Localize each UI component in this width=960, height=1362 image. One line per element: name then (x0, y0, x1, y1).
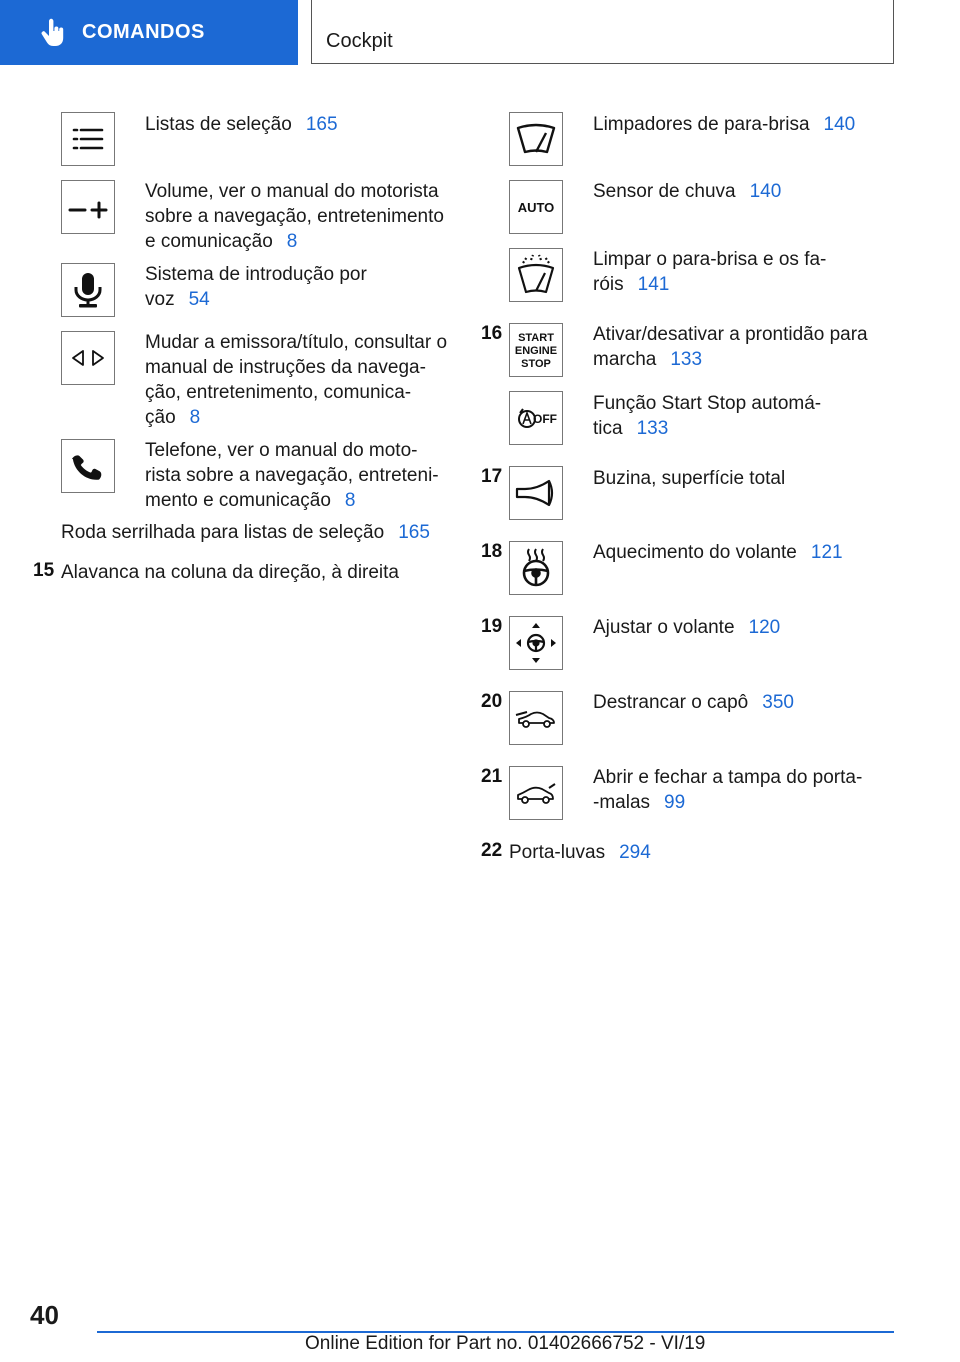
list-item: Ajustar o volante 120 (593, 617, 781, 638)
list-item: Volume, ver o manual do motorista sobre a navegação, entretenimento e comunicação 8 (145, 181, 444, 252)
list-item: Função Start Stop automá- tica 133 (593, 393, 822, 439)
page-link[interactable]: 165 (305, 114, 338, 135)
item-15-text: Alavanca na coluna da direção, à direita (61, 562, 400, 583)
list-icon (61, 112, 115, 166)
list-item: Mudar a emissora/título, consultar o manual de instruções da navega- ção, entretenimento, comunica- ção 8 (145, 332, 448, 428)
item-number: 19 (481, 616, 503, 637)
page-link[interactable]: 165 (398, 522, 430, 543)
svg-text:STOP: STOP (521, 358, 551, 370)
start-engine-stop-icon (509, 323, 563, 377)
item-22-text: Porta-luvas 294 (509, 842, 651, 863)
page-link[interactable]: 8 (344, 490, 356, 511)
edition-text: Online Edition for Part no. 01402666752 - VI/19 (305, 1333, 706, 1354)
page-link[interactable]: 54 (188, 289, 210, 310)
item-number: 22 (481, 840, 503, 861)
list-item: Limpar o para-brisa e os fa- róis 141 (593, 249, 827, 295)
item-number: 18 (481, 541, 503, 562)
page-link[interactable]: 133 (636, 418, 669, 439)
steering-adjust-icon (509, 616, 563, 670)
item-number: 21 (481, 766, 503, 787)
section-label: COMANDOS (82, 21, 205, 43)
page-link[interactable]: 121 (810, 542, 843, 563)
steering-heating-icon (509, 541, 563, 595)
list-item: Sistema de introdução por voz 54 (145, 264, 367, 310)
page-link[interactable]: 140 (749, 181, 782, 202)
page-link[interactable]: 8 (286, 231, 298, 252)
list-item: Limpadores de para-brisa 140 (593, 114, 856, 135)
page-link[interactable]: 120 (748, 617, 781, 638)
page-link[interactable]: 133 (670, 349, 703, 370)
wiper-icon (509, 112, 563, 166)
item-number: 16 (481, 323, 503, 344)
trunk-lid-icon (509, 766, 563, 820)
list-item: Telefone, ver o manual do moto- rista sobre a navegação, entreteni- mento e comunicação 8 (145, 440, 439, 511)
item-number: 15 (33, 560, 55, 581)
microphone-icon (61, 263, 115, 317)
list-item: Abrir e fechar a tampa do porta- -malas 99 (593, 767, 863, 813)
section-tab[interactable] (0, 0, 298, 65)
list-item: Destrancar o capô 350 (593, 692, 794, 713)
list-item: Ativar/desativar a prontidão para marcha 133 (593, 324, 868, 370)
page-link[interactable]: 294 (619, 842, 651, 863)
page-number: 40 (30, 1300, 59, 1330)
chapter-label: Cockpit (326, 30, 393, 52)
svg-text:START: START (518, 332, 554, 344)
chapter-box (311, 0, 894, 64)
washer-icon (509, 248, 563, 302)
page-link[interactable]: 140 (823, 114, 856, 135)
hood-release-icon (509, 691, 563, 745)
page-link[interactable]: 8 (189, 407, 201, 428)
item-number: 20 (481, 691, 503, 712)
svg-text:OFF: OFF (533, 412, 557, 426)
item-number: 17 (481, 466, 503, 487)
horn-icon (509, 466, 563, 520)
hand-pointer-icon (38, 18, 68, 48)
auto-icon (509, 180, 563, 234)
prev-next-icon (61, 331, 115, 385)
minus-plus-icon (61, 180, 115, 234)
list-item: Listas de seleção 165 (145, 114, 338, 135)
svg-text:AUTO: AUTO (517, 200, 555, 215)
svg-text:ENGINE: ENGINE (514, 345, 558, 357)
page-link[interactable]: 99 (664, 792, 686, 813)
auto-start-stop-off-icon (509, 391, 563, 445)
wheel-item: Roda serrilhada para listas de seleção 165 (61, 522, 430, 543)
list-item: Aquecimento do volante 121 (593, 542, 843, 563)
page-link[interactable]: 350 (762, 692, 794, 713)
list-item: Buzina, superfície total (593, 468, 786, 489)
page-link[interactable]: 141 (637, 274, 670, 295)
list-item: Sensor de chuva 140 (593, 181, 782, 202)
phone-icon (61, 439, 115, 493)
